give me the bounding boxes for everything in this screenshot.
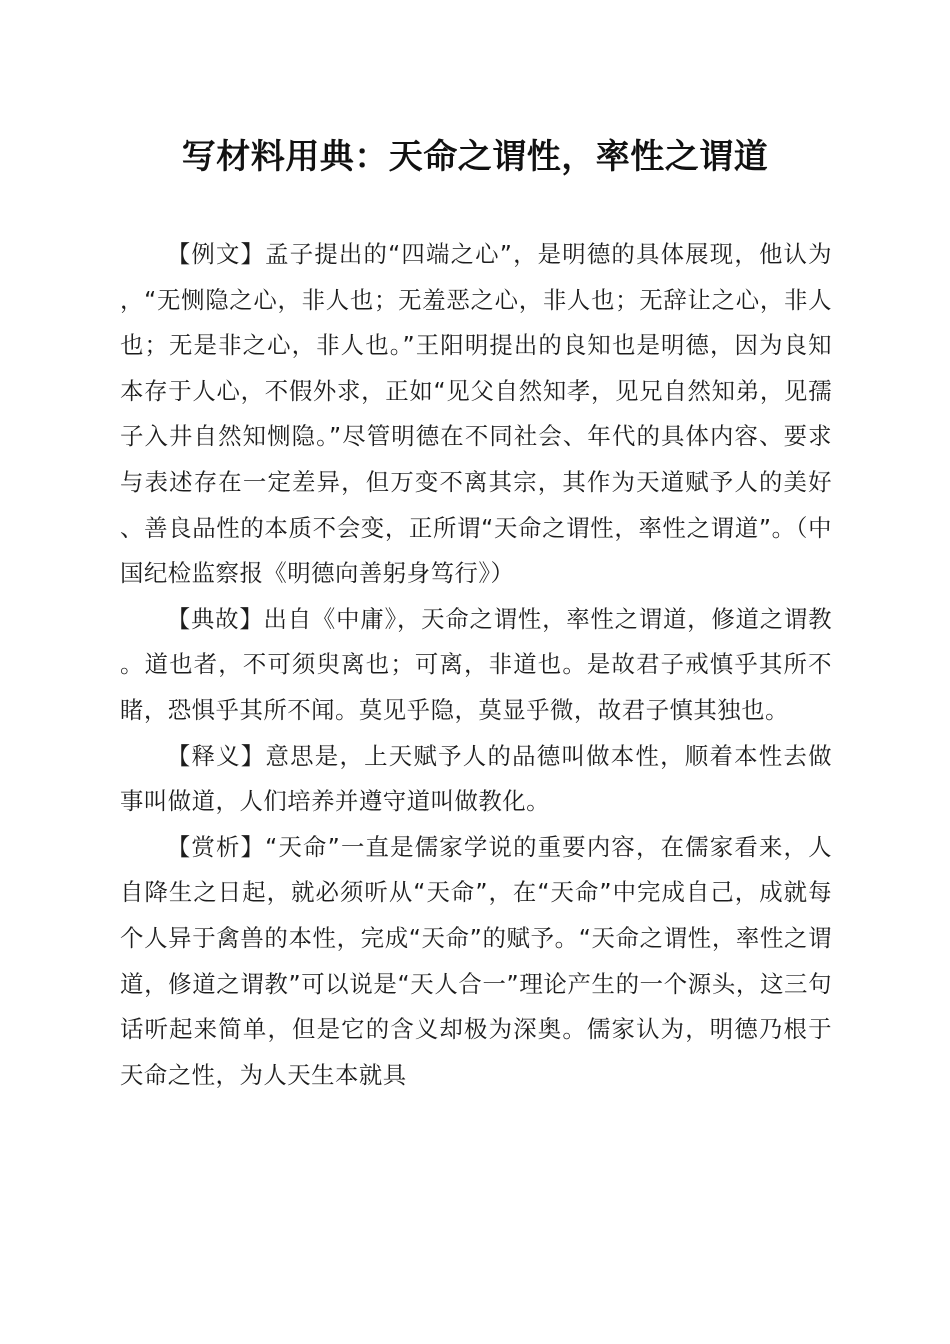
paragraph-allusion [120,597,832,734]
paragraph-text: 意思是，上天赋予人的品德叫做本性，顺着本性去做事叫做道，人们培养并遵守道叫做教化。 [120,741,833,816]
paragraph-example [120,232,832,597]
paragraph-text: “天命”一直是儒家学说的重要内容，在儒家看来，人自降生之日起，就必须听从“天命”，在“天命”中完成自己，成就每个人异于禽兽的本性，完成“天命”的赋予。“天命之谓性，率性之谓道，修道之谓教”可以说是“天人合一”理论产生的一个源头，这三句话听起来简单，但是它的含义却极为深奥。儒家认为，明德乃根于天命之性，为人天生本就具 [120,832,833,1089]
paragraph-text: 出自《中庸》，天命之谓性，率性之谓道，修道之谓教。道也者，不可须臾离也；可离，非道也。是故君子戒慎乎其所不睹，恐惧乎其所不闻。莫见乎隐，莫显乎微，故君子慎其独也。 [120,604,832,724]
paragraph-label: 【典故】 [166,604,264,633]
paragraph-interpretation [120,734,832,825]
paragraph-text: 孟子提出的“四端之心”，是明德的具体展现，他认为，“无恻隐之心，非人也；无羞恶之心，非人也；无辞让之心，非人也；无是非之心，非人也。”王阳明提出的良知也是明德，因为良知本存于人心，不假外求，正如“见父自然知孝，见兄自然知弟，见孺子入井自然知恻隐。”尽管明德在不同社会、年代的具体内容、要求与表述存在一定差异，但万变不离其宗，其作为天道赋予人的美好、善良品性的本质不会变，正所谓“天命之谓性，率性之谓道”。（中国纪检监察报《明德向善躬身笃行》） [120,240,833,588]
paragraph-label: 【释义】 [166,741,266,770]
paragraph-label: 【赏析】 [166,832,266,861]
document-body [120,232,832,1098]
document-title: 写材料用典：天命之谓性，率性之谓道 [181,137,769,177]
paragraph-label: 【例文】 [166,240,266,268]
paragraph-appreciation [120,825,832,1099]
